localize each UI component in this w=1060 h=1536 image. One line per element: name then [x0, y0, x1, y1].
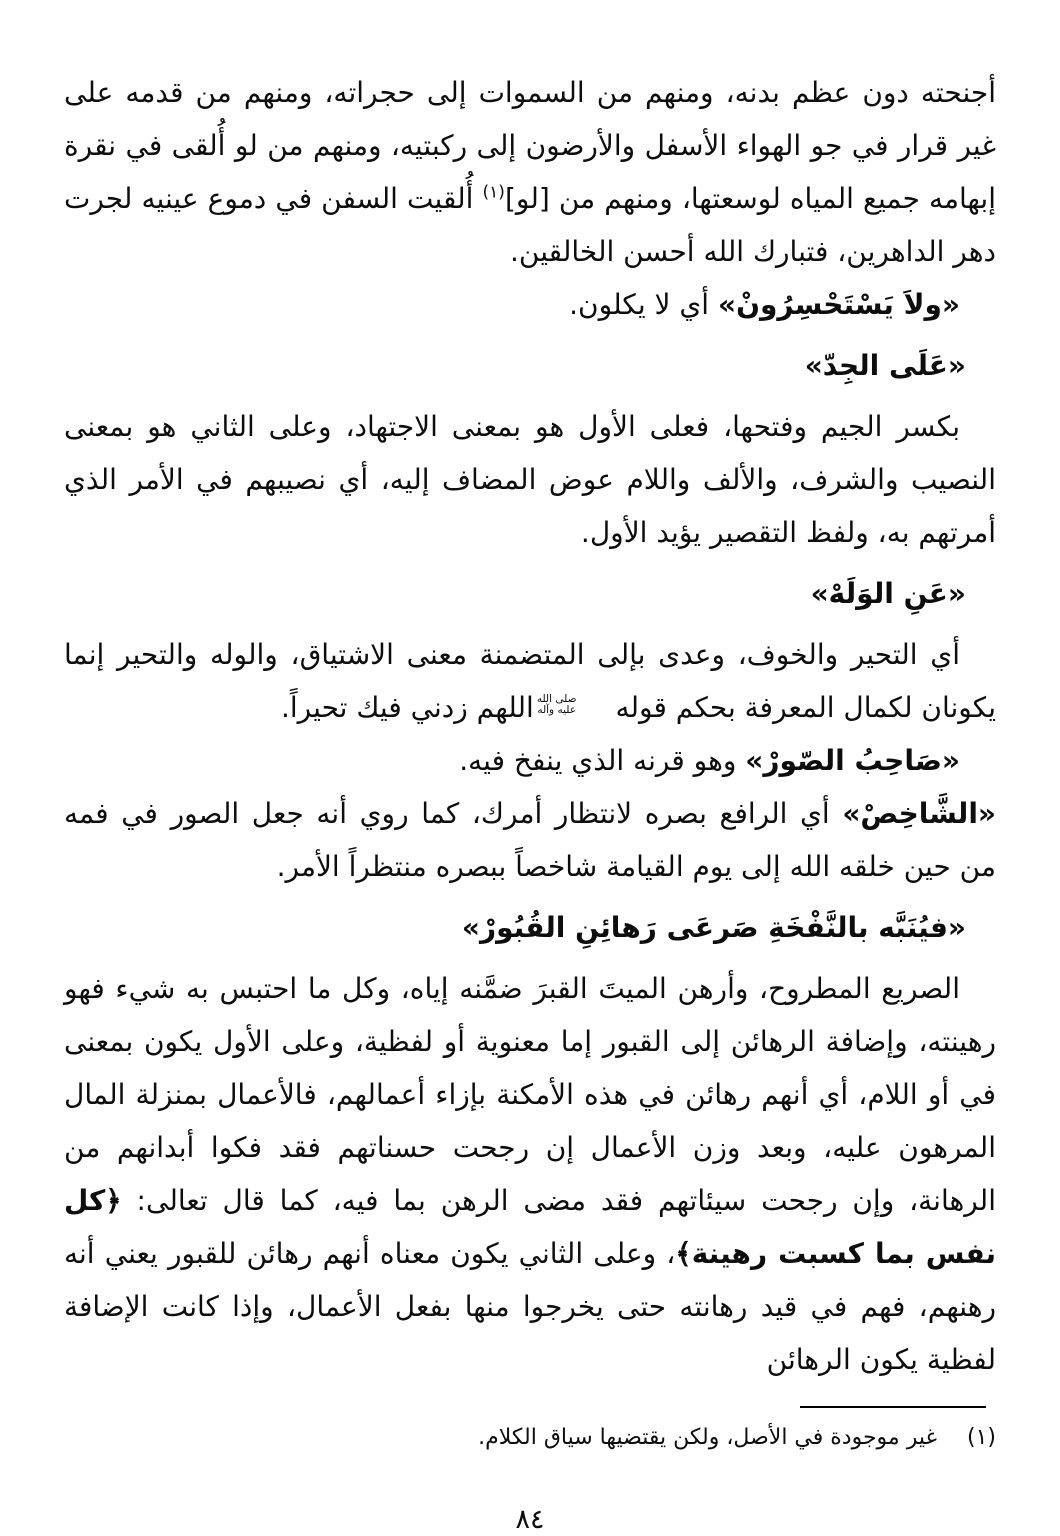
footnote: [64, 1422, 996, 1454]
paragraph-text: اللهم زدني فيك تحيراً.: [280, 691, 534, 724]
paragraph-text: الصريع المطروح، وأرهن الميتَ القبرَ ضمَّنه إياه، وكل ما احتبس به شيء فهو رهينته، وإضافة الرهائن إلى القبور إما معنوية أو لفظية، وعلى الأول يكون بمعنى في أو اللام، أي أنهم رهائن في هذه الأمكنة بإزاء أعمالهم، فالأعمال بمنزلة المال المرهون عليه، وبعد وزن الأعمال إن رجحت حسناتهم فقد فكوا أبدانهم من الرهانة، وإن رجحت سيئاتهم فقد مضى الرهن بما فيه، كما قال تعالى:: [64, 972, 996, 1217]
quoted-term: «صَاحِبُ الصّورْ»: [745, 744, 960, 777]
quoted-term: «الشَّاخِصْ»: [842, 797, 996, 830]
gloss-text: أي لا يكلون.: [569, 288, 718, 321]
paragraph-text: أي الرافع بصره لانتظار أمرك، كما روي أنه جعل الصور في فمه من حين خلقه الله إلى يوم القيامة شاخصاً ببصره منتظراً الأمر.: [64, 797, 996, 883]
quran-quote: ﴿كل نفس بما كسبت رهينة﴾: [64, 1184, 996, 1270]
body-paragraph: بكسر الجيم وفتحها، فعلى الأول هو بمعنى الاجتهاد، وعلى الثاني هو بمعنى النصيب والشرف، والألف واللام عوض المضاف إليه، أي نصيبهم في الأمر الذي أمرتهم به، ولفظ التقصير يؤيد الأول.: [64, 410, 996, 549]
paragraph-text: ، وعلى الثاني يكون معناه أنهم رهائن للقبور يعني أنه رهنهم، فهم في قيد رهانته حتى يخرجوا منها بفعل الأعمال، وإذا كانت الإضافة لفظية يكون الرهائن: [64, 1237, 996, 1376]
body-paragraph: [64, 628, 996, 734]
paragraph-text: أُلقيت السفن في دموع عينيه لجرت دهر الداهرين، فتبارك الله أحسن الخالقين.: [64, 182, 996, 268]
body-paragraph: [64, 66, 996, 278]
section-heading: «فيُنَبَّه بالنَّفْخَةِ صَرعَى رَهائِنِ القُبُورْ»: [461, 911, 966, 944]
footnote-marker: (١): [966, 1425, 996, 1450]
gloss-text: وهو قرنه الذي ينفخ فيه.: [459, 744, 746, 777]
honorific-line: صلى الله: [536, 692, 577, 705]
page-number: ٨٤: [515, 1504, 545, 1535]
footnote-reference: (١): [482, 182, 505, 203]
footnote-text: غير موجودة في الأصل، ولكن يقتضيها سياق الكلام.: [478, 1425, 937, 1450]
section-heading: «عَنِ الوَلَهْ»: [810, 577, 966, 610]
body-paragraph: [64, 962, 996, 1386]
prophet-honorific-seal: [537, 694, 613, 717]
paragraph-text: أجنحته دون عظم بدنه، ومنهم من السموات إلى حجراته، ومنهم من قدمه على غير قرار في جو الهواء الأسفل والأرضون إلى ركبتيه، ومنهم من لو أُلقى في نقرة إبهامه جميع المياه لوسعتها، ومنهم من [لو]: [64, 76, 996, 215]
gloss-line: [64, 734, 996, 787]
section-heading: «عَلَى الجِدّ»: [804, 349, 966, 382]
quoted-term: «ولاَ يَسْتَحْسِرُونْ»: [717, 288, 960, 321]
body-paragraph: [64, 787, 996, 893]
footnote-separator: [800, 1406, 986, 1408]
paragraph-text: أي التحير والخوف، وعدى بإلى المتضمنة معنى الاشتياق، والوله والتحير إنما يكونان لكمال المعرفة بحكم قوله: [64, 638, 996, 724]
gloss-line: [64, 278, 996, 331]
honorific-line: عليه وآله: [537, 704, 577, 716]
